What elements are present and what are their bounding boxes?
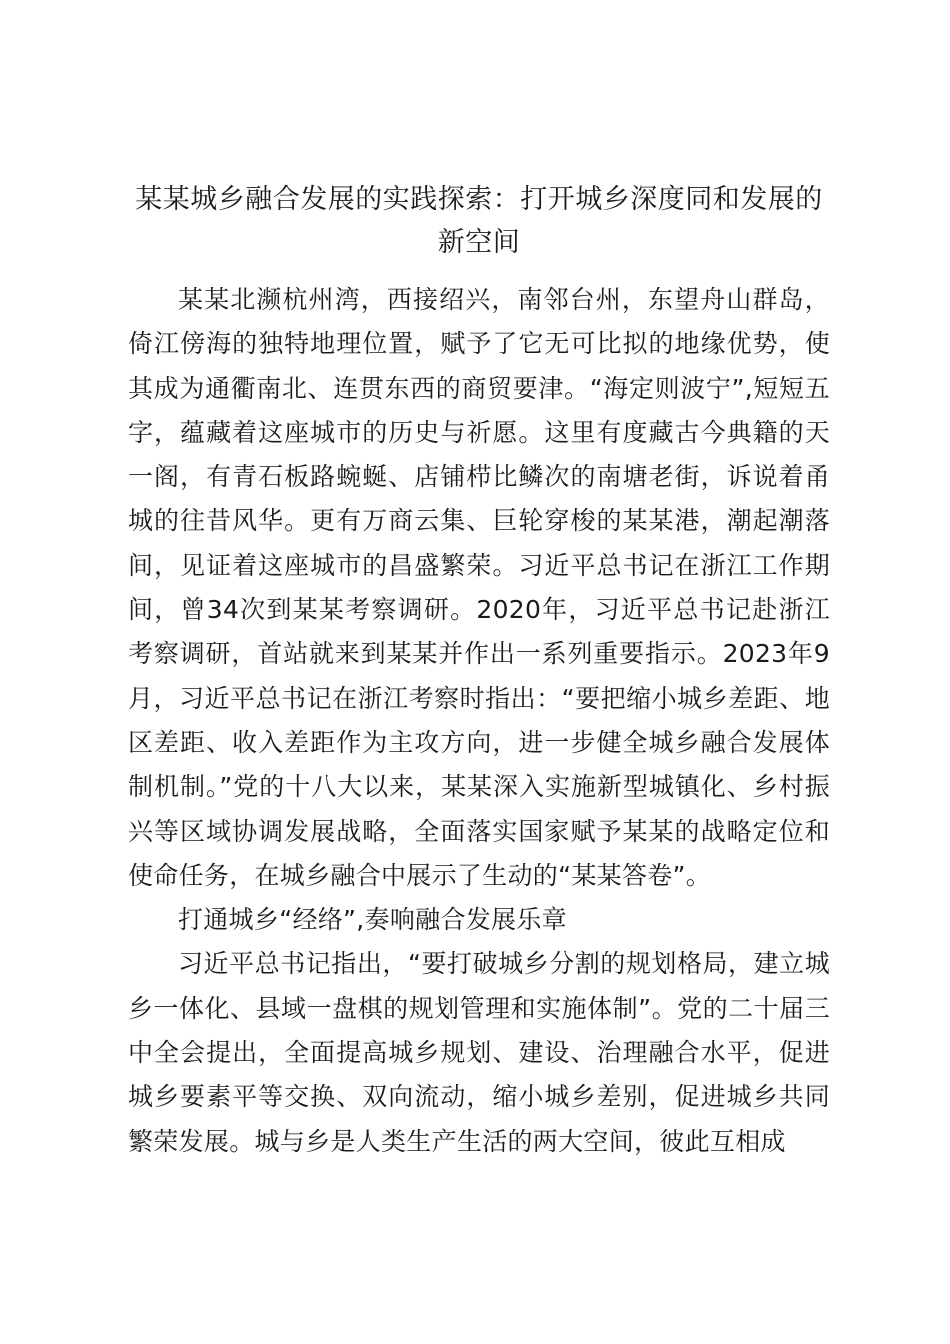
intro-paragraph: 某某北濒杭州湾，西接绍兴，南邻台州，东望舟山群岛，倚江傍海的独特地理位置，赋予了它无可比拟的地缘优势，使其成为通衢南北、连贯东西的商贸要津。“海定则波宁”,短短五字，蕴藏着这座城市的历史与祈愿。这里有度藏古今典籍的天一阁，有青石板路蜿蜒、店铺栉比鳞次的南塘老街，诉说着甬城的往昔风华。更有万商云集、巨轮穿梭的某某港，潮起潮落间，见证着这座城市的昌盛繁荣。习近平总书记在浙江工作期间，曾34次到某某考察调研。2020年，习近平总书记赴浙江考察调研，首站就来到某某并作出一系列重要指示。2023年9月，习近平总书记在浙江考察时指出：“要把缩小城乡差距、地区差距、收入差距作为主攻方向，进一步健全城乡融合发展体制机制。”党的十八大以来，某某深入实施新型城镇化、乡村振兴等区域协调发展战略，全面落实国家赋予某某的战略定位和使命任务，在城乡融合中展示了生动的“某某答卷”。 xyxy=(128,285,830,890)
section-heading: 打通城乡“经络”,奏响融合发展乐章 xyxy=(178,905,567,935)
document-body xyxy=(128,278,830,1164)
section-paragraph: 习近平总书记指出，“要打破城乡分割的规划格局，建立城乡一体化、县域一盘棋的规划管理和实施体制”。党的二十届三中全会提出，全面提高城乡规划、建设、治理融合水平，促进城乡要素平等交换、双向流动，缩小城乡差别，促进城乡共同繁荣发展。城与乡是人类生产生活的两大空间，彼此互相成 xyxy=(128,949,830,1156)
document-title: 某某城乡融合发展的实践探索：打开城乡深度同和发展的新空间 xyxy=(135,184,823,258)
